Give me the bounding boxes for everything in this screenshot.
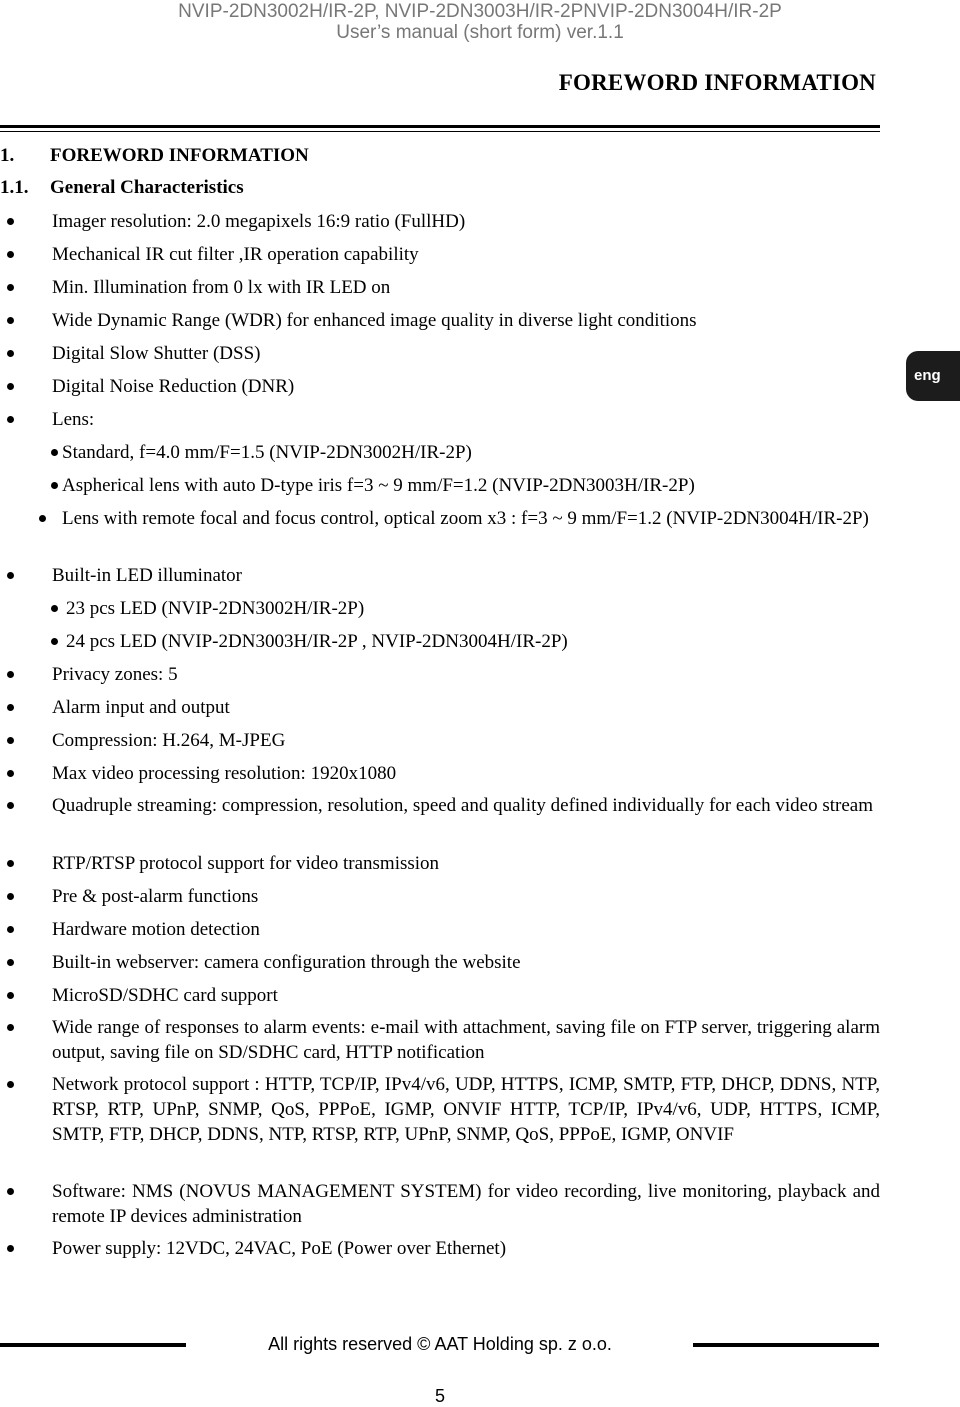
led-option-23pcs: 23 pcs LED (NVIP-2DN3002H/IR-2P) <box>66 596 880 621</box>
feature-item-rtp-rtsp: RTP/RTSP protocol support for video transmission <box>52 851 880 876</box>
feature-item-compression: Compression: H.264, M-JPEG <box>52 728 880 753</box>
subsection-heading <box>0 177 244 199</box>
lens-option-remote-zoom: Lens with remote focal and focus control, optical zoom x3 : f=3 ~ 9 mm/F=1.2 (NVIP-2DN3004H/IR-2P) <box>50 506 880 531</box>
lens-option-aspherical: Aspherical lens with auto D-type iris f=3 ~ 9 mm/F=1.2 (NVIP-2DN3003H/IR-2P) <box>62 473 880 498</box>
feature-item-network-protocols: Network protocol support : HTTP, TCP/IP, IPv4/v6, UDP, HTTPS, ICMP, SMTP, FTP, DHCP, DDNS, NTP, RTSP, RTP, UPnP, SNMP, QoS, PPPoE, IGMP, ONVIF HTTP, TCP/IP, IPv4/v6, UDP, HTTPS, ICMP, SMTP, FTP, DHCP, DDNS, NTP, RTSP, RTP, UPnP, SNMP, QoS, PPPoE, IGMP, ONVIF <box>52 1074 880 1145</box>
feature-item-webserver: Built-in webserver: camera configuration through the website <box>52 950 880 975</box>
led-option-24pcs: 24 pcs LED (NVIP-2DN3003H/IR-2P , NVIP-2DN3004H/IR-2P) <box>66 629 880 654</box>
header-manual-line: User’s manual (short form) ver.1.1 <box>336 22 624 43</box>
chapter-heading <box>0 145 309 167</box>
feature-item-alarm-responses: Wide range of responses to alarm events: e-mail with attachment, saving file on FTP server, triggering alarm output, saving file on SD/SDHC card, HTTP notification <box>52 1017 880 1063</box>
feature-item-lens: Lens: <box>52 407 880 432</box>
feature-item-quadruple-streaming: Quadruple streaming: compression, resolution, speed and quality defined individually for each video stream <box>52 793 880 818</box>
section-title: FOREWORD INFORMATION <box>558 70 876 95</box>
feature-item-min-illumination: Min. Illumination from 0 lx with IR LED on <box>52 275 880 300</box>
feature-item-motion-detection: Hardware motion detection <box>52 917 880 942</box>
feature-item-pre-post-alarm: Pre & post-alarm functions <box>52 884 880 909</box>
feature-item-dnr: Digital Noise Reduction (DNR) <box>52 374 880 399</box>
subsection-number: 1.1. <box>0 177 29 198</box>
page-number: 5 <box>434 1386 445 1406</box>
feature-item-ir-cut-filter: Mechanical IR cut filter ,IR operation capability <box>52 242 880 267</box>
feature-item-imager-resolution: Imager resolution: 2.0 megapixels 16:9 ratio (FullHD) <box>52 209 880 234</box>
feature-item-microsd: MicroSD/SDHC card support <box>52 983 880 1008</box>
feature-item-max-resolution: Max video processing resolution: 1920x1080 <box>52 761 880 786</box>
feature-item-alarm-io: Alarm input and output <box>52 695 880 720</box>
language-tab: eng <box>906 351 960 401</box>
chapter-title: FOREWORD INFORMATION <box>50 145 309 166</box>
lens-option-standard: Standard, f=4.0 mm/F=1.5 (NVIP-2DN3002H/IR-2P) <box>62 440 880 465</box>
feature-item-wdr: Wide Dynamic Range (WDR) for enhanced image quality in diverse light conditions <box>52 308 880 333</box>
header-model-line: NVIP-2DN3002H/IR-2P, NVIP-2DN3003H/IR-2PNVIP-2DN3004H/IR-2P <box>178 1 782 22</box>
feature-item-dss: Digital Slow Shutter (DSS) <box>52 341 880 366</box>
header-rule-thick <box>0 125 880 128</box>
subsection-title: General Characteristics <box>50 177 244 198</box>
feature-item-software: Software: NMS (NOVUS MANAGEMENT SYSTEM) for video recording, live monitoring, playback and remote IP devices administration <box>52 1181 880 1227</box>
feature-item-privacy-zones: Privacy zones: 5 <box>52 662 880 687</box>
feature-item-led-illuminator: Built-in LED illuminator <box>52 563 880 588</box>
footer-copyright: All rights reserved © AAT Holding sp. z o.o. <box>268 1334 612 1354</box>
header-rule-thin <box>0 131 880 132</box>
chapter-number: 1. <box>0 145 15 166</box>
feature-item-power-supply: Power supply: 12VDC, 24VAC, PoE (Power over Ethernet) <box>52 1236 880 1261</box>
